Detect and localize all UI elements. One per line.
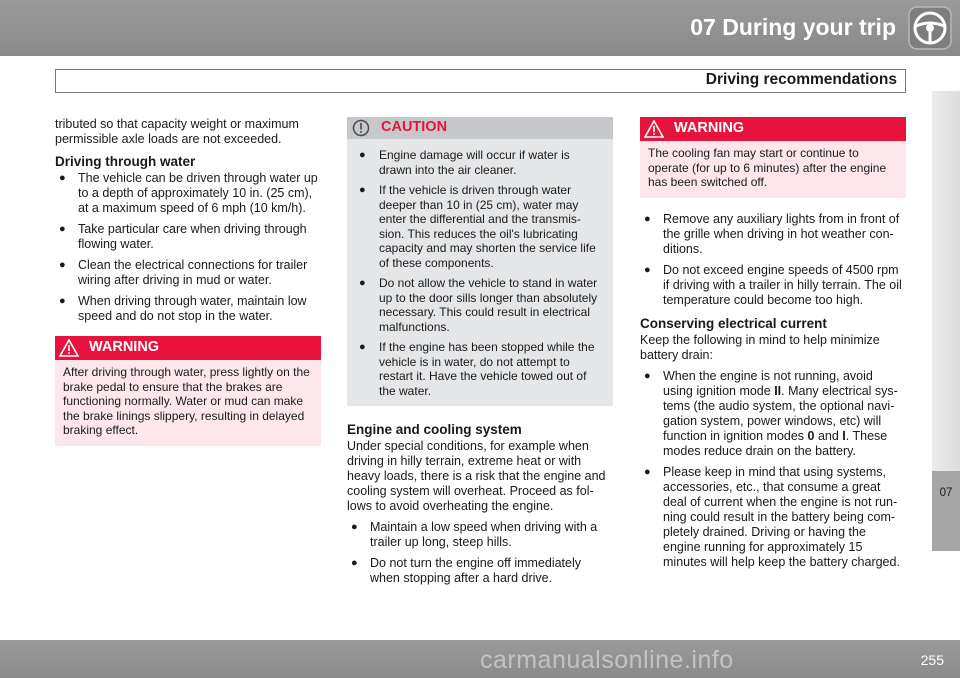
side-tab-track: [932, 91, 960, 471]
list-item: ● Take particular care when driving through flowing water.: [59, 222, 307, 251]
heading-conserving-current: Conserving electrical current: [640, 315, 827, 331]
bullet-icon: ●: [351, 557, 358, 569]
caution-label: CAUTION: [381, 119, 448, 135]
conserving-intro-paragraph: Keep the following in mind to help minimize battery drain:: [640, 332, 880, 362]
bullet-list: [55, 171, 321, 324]
intro-paragraph: tributed so that capacity weight or maximum permissible axle loads are not exceeded.: [55, 117, 299, 146]
warning-label: WARNING: [89, 339, 160, 355]
bullet-icon: ●: [59, 223, 66, 235]
list-item: ● Remove any auxiliary lights from in front of the grille when driving in hot weather con-ditions.: [644, 211, 900, 256]
chapter-side-tab-label: 07: [939, 487, 953, 499]
bullet-icon: ●: [644, 263, 651, 276]
list-item: ● Do not exceed engine speeds of 4500 rpm if driving with a trailer in hilly terrain. The oil temperature could become too high.: [644, 262, 902, 307]
bullet-icon: ●: [359, 277, 366, 289]
bullet-icon: ●: [644, 369, 651, 382]
steering-wheel-icon: [908, 6, 952, 50]
caution-exclamation-icon: [352, 119, 370, 137]
list-item: ● If the engine has been stopped while the vehicle is in water, do not attempt to restart it. Have the vehicle towed out of the water.: [359, 340, 595, 398]
warning-box: [55, 336, 321, 446]
list-item: ● When the engine is not running, avoid using ignition mode II. Many electrical sys-tems (the audio system, the optional navi-gation system, power windows, etc) will function in ignition modes 0 and I. These modes reduce drain on the battery.: [644, 368, 898, 458]
column-1: [55, 117, 321, 446]
warning-header: [640, 117, 906, 141]
bullet-icon: ●: [644, 212, 651, 225]
chapter-side-tab: [932, 471, 960, 551]
bullet-icon: ●: [644, 465, 651, 478]
ignition-mode-0: 0: [807, 428, 815, 443]
warning-triangle-icon: [644, 120, 664, 138]
bullet-icon: ●: [359, 149, 366, 161]
list-item: ● Maintain a low speed when driving with a trailer up long, steep hills.: [351, 520, 598, 549]
list-item: ● Please keep in mind that using systems, accessories, etc., that consume a great deal of current when the engine is not run-ning could result in the battery being com-pletely drained. Driving or having the engine running for approximately 15 minutes will help keep the battery charged.: [644, 464, 900, 569]
list-item: ● Do not allow the vehicle to stand in water up to the door sills longer than absolutely necessary. This could result in electrical malfunctions.: [359, 276, 598, 334]
heading-engine-cooling: Engine and cooling system: [347, 422, 522, 437]
chapter-title: 07 During your trip: [690, 14, 896, 40]
bullet-icon: ●: [59, 295, 66, 307]
bullet-list: [347, 520, 613, 586]
ignition-mode-i: I: [842, 428, 846, 443]
section-header: [55, 69, 906, 93]
list-item: ● The vehicle can be driven through water up to a depth of approximately 10 in. (25 cm), at a maximum speed of 6 mph (10 km/h).: [59, 171, 318, 215]
bullet-list: [640, 212, 906, 308]
heading-driving-through-water: Driving through water: [55, 154, 196, 169]
list-item: ● Clean the electrical connections for trailer wiring after driving in mud or water.: [59, 258, 308, 287]
caution-header: [347, 117, 613, 139]
watermark: carmanualsonline.info: [480, 646, 734, 674]
caution-box: [347, 117, 613, 406]
warning-box: [640, 117, 906, 198]
warning-text: After driving through water, press lightly on the brake pedal to ensure that the brakes are functioning normally. Water or mud can make the brake linings slippery, resulting in delayed braking effect.: [63, 365, 310, 437]
warning-header: [55, 336, 321, 360]
list-item: ● When driving through water, maintain low speed and do not stop in the water.: [59, 294, 307, 323]
warning-label: WARNING: [674, 120, 745, 136]
bullet-icon: ●: [59, 259, 66, 271]
bullet-icon: ●: [359, 184, 366, 196]
ignition-mode-ii: II: [774, 383, 782, 398]
engine-intro-paragraph: Under special conditions, for example when driving in hilly terrain, extreme heat or with heavy loads, there is a risk that the engine and cooling system will overheat. Proceed as fol-lows to avoid overheating the engine.: [347, 439, 606, 513]
page-number: 255: [920, 652, 944, 668]
warning-text: The cooling fan may start or continue to operate (for up to 6 minutes) after the engine has been switched off.: [648, 146, 887, 189]
caution-bullet-list: [347, 139, 613, 398]
column-2: [347, 117, 613, 592]
list-item: ● Engine damage will occur if water is drawn into the air cleaner.: [359, 148, 570, 177]
warning-triangle-icon: [59, 339, 79, 357]
list-item: ● If the vehicle is driven through water deeper than 10 in (25 cm), water may enter the differential and the transmis-sion. This reduces the oil's lubricating capacity and may shorten the service life of these components.: [359, 183, 596, 270]
bullet-icon: ●: [359, 341, 366, 353]
bullet-list: [640, 369, 906, 570]
header-band: [0, 0, 960, 56]
bullet-icon: ●: [351, 521, 358, 533]
column-3: [640, 117, 906, 576]
bullet-icon: ●: [59, 172, 66, 184]
section-title: Driving recommendations: [705, 71, 897, 88]
list-item: ● Do not turn the engine off immediately when stopping after a hard drive.: [351, 556, 582, 585]
